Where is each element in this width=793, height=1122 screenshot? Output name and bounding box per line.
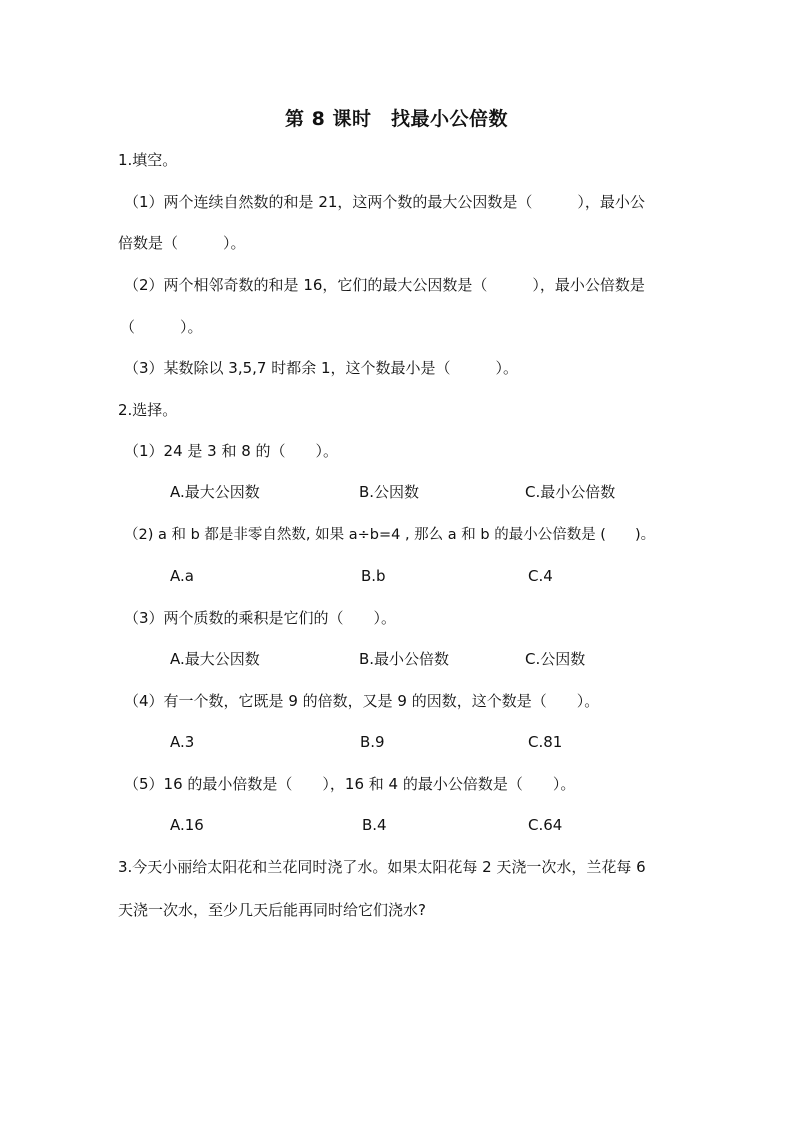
section1-q2-line1: （2）两个相邻奇数的和是 16，它们的最大公因数是（ ），最小公倍数是 (124, 276, 645, 294)
section1-q3: （3）某数除以 3,5,7 时都余 1，这个数最小是（ ）。 (124, 359, 519, 377)
section2-q1: （1）24 是 3 和 8 的（ ）。 (124, 442, 339, 460)
section2-q1-option-a: A.最大公因数 (170, 483, 260, 501)
section3-line2: 天浇一次水，至少几天后能再同时给它们浇水? (118, 901, 426, 919)
section2-q4-option-c: C.81 (528, 733, 563, 751)
section2-q4-option-a: A.3 (170, 733, 195, 751)
section1-q1-line1: （1）两个连续自然数的和是 21，这两个数的最大公因数是（ ），最小公 (124, 193, 645, 211)
section2-q5-option-b: B.4 (362, 816, 387, 834)
section1-q2-line2: （ ）。 (120, 318, 203, 336)
section1-q1-line2: 倍数是（ ）。 (118, 234, 246, 252)
section2-q1-option-b: B.公因数 (359, 483, 420, 501)
section2-q4-option-b: B.9 (360, 733, 385, 751)
section1-heading: 1.填空。 (118, 151, 178, 169)
page-title: 第 8 课时 找最小公倍数 (285, 108, 508, 130)
section2-q4: （4）有一个数，它既是 9 的倍数，又是 9 的因数，这个数是（ ）。 (124, 692, 600, 710)
section2-q3-option-a: A.最大公因数 (170, 650, 260, 668)
section2-q5: （5）16 的最小倍数是（ ），16 和 4 的最小公倍数是（ ）。 (124, 775, 576, 793)
section2-q5-option-a: A.16 (170, 816, 204, 834)
section2-q3: （3）两个质数的乘积是它们的（ ）。 (124, 609, 397, 627)
section2-q3-option-c: C.公因数 (525, 650, 586, 668)
section2-q1-option-c: C.最小公倍数 (525, 483, 616, 501)
section2-q5-option-c: C.64 (528, 816, 563, 834)
section2-q3-option-b: B.最小公倍数 (359, 650, 450, 668)
section2-q2-option-a: A.a (170, 567, 194, 585)
section2-q2-option-c: C.4 (528, 567, 553, 585)
section2-heading: 2.选择。 (118, 401, 178, 419)
section2-q2-option-b: B.b (361, 567, 386, 585)
section2-q2: （2) a 和 b 都是非零自然数, 如果 a÷b=4 , 那么 a 和 b 的最小公倍数是 ( )。 (124, 527, 656, 543)
section3-line1: 3.今天小丽给太阳花和兰花同时浇了水。如果太阳花每 2 天浇一次水，兰花每 6 (118, 858, 646, 876)
